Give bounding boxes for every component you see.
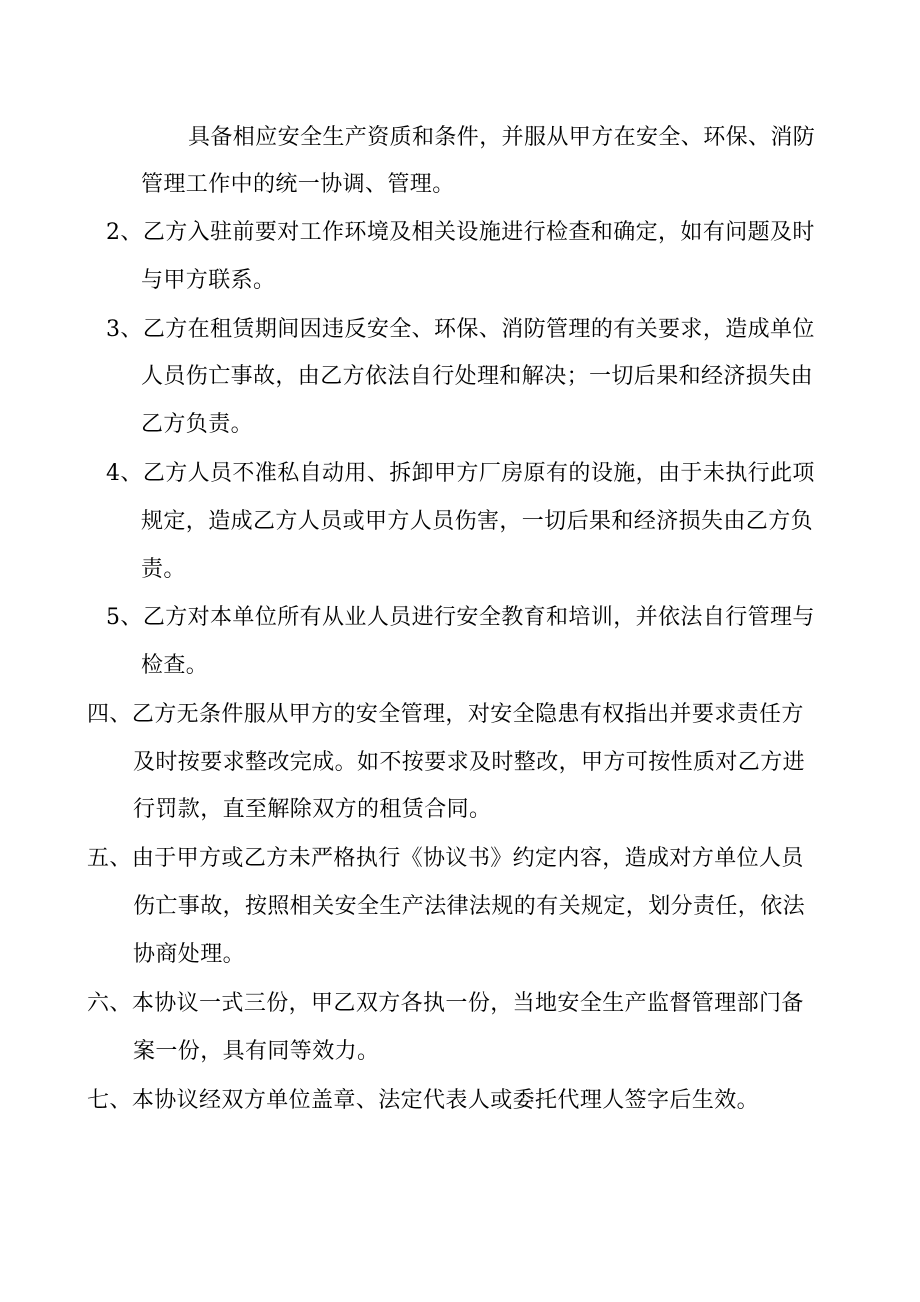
item-4-line-3: 责。 <box>141 557 186 582</box>
item-5-line-1 <box>106 603 815 633</box>
item-3-line-3: 乙方负责。 <box>141 412 254 437</box>
item-marker: 5、 <box>106 605 143 630</box>
section-5-line-1 <box>87 844 804 874</box>
section-text: 本协议一式三份，甲乙双方各执一份，当地安全生产监督管理部门备 <box>131 991 804 1016</box>
section-7-line-1 <box>87 1086 759 1116</box>
item-4-line-1 <box>106 459 815 489</box>
item-2-line-1 <box>106 218 815 248</box>
item-text: 乙方入驻前要对工作环境及相关设施进行检查和确定，如有问题及时 <box>142 220 815 245</box>
item-3-line-2: 人员伤亡事故，由乙方依法自行处理和解决；一切后果和经济损失由 <box>141 364 814 389</box>
section-text: 本协议经双方单位盖章、法定代表人或委托代理人签字后生效。 <box>131 1088 760 1113</box>
item-3-line-1 <box>106 315 815 345</box>
section-5-line-3: 协商处理。 <box>133 942 246 967</box>
item-5-line-2: 检查。 <box>141 653 209 678</box>
section-4-line-2: 及时按要求整改完成。如不按要求及时整改，甲方可按性质对乙方进 <box>133 750 806 775</box>
item-text: 乙方人员不准私自动用、拆卸甲方厂房原有的设施，由于未执行此项 <box>142 461 815 486</box>
item-marker: 2、 <box>106 220 143 245</box>
item-text: 乙方在租赁期间因违反安全、环保、消防管理的有关要求，造成单位 <box>142 317 815 342</box>
section-marker: 五、 <box>87 846 132 871</box>
item-text: 乙方对本单位所有从业人员进行安全教育和培训，并依法自行管理与 <box>142 605 815 630</box>
section-6-line-2: 案一份，具有同等效力。 <box>133 1039 380 1064</box>
section-text: 由于甲方或乙方未严格执行《协议书》约定内容，造成对方单位人员 <box>131 846 804 871</box>
section-4-line-3: 行罚款，直至解除双方的租赁合同。 <box>133 797 492 822</box>
section-text: 乙方无条件服从甲方的安全管理，对安全隐患有权指出并要求责任方 <box>131 702 804 727</box>
intro-continuation-line-1: 具备相应安全生产资质和条件，并服从甲方在安全、环保、消防 <box>188 125 816 150</box>
section-6-line-1 <box>87 989 804 1019</box>
section-marker: 四、 <box>87 702 132 727</box>
section-marker: 七、 <box>87 1088 132 1113</box>
item-marker: 3、 <box>106 317 143 342</box>
item-marker: 4、 <box>106 461 143 486</box>
section-4-line-1 <box>87 700 804 730</box>
section-marker: 六、 <box>87 991 132 1016</box>
section-5-line-2: 伤亡事故，按照相关安全生产法律法规的有关规定，划分责任，依法 <box>133 894 806 919</box>
item-4-line-2: 规定，造成乙方人员或甲方人员伤害，一切后果和经济损失由乙方负 <box>141 509 814 534</box>
item-2-line-2: 与甲方联系。 <box>141 268 276 293</box>
intro-continuation-line-2: 管理工作中的统一协调、管理。 <box>141 172 455 197</box>
